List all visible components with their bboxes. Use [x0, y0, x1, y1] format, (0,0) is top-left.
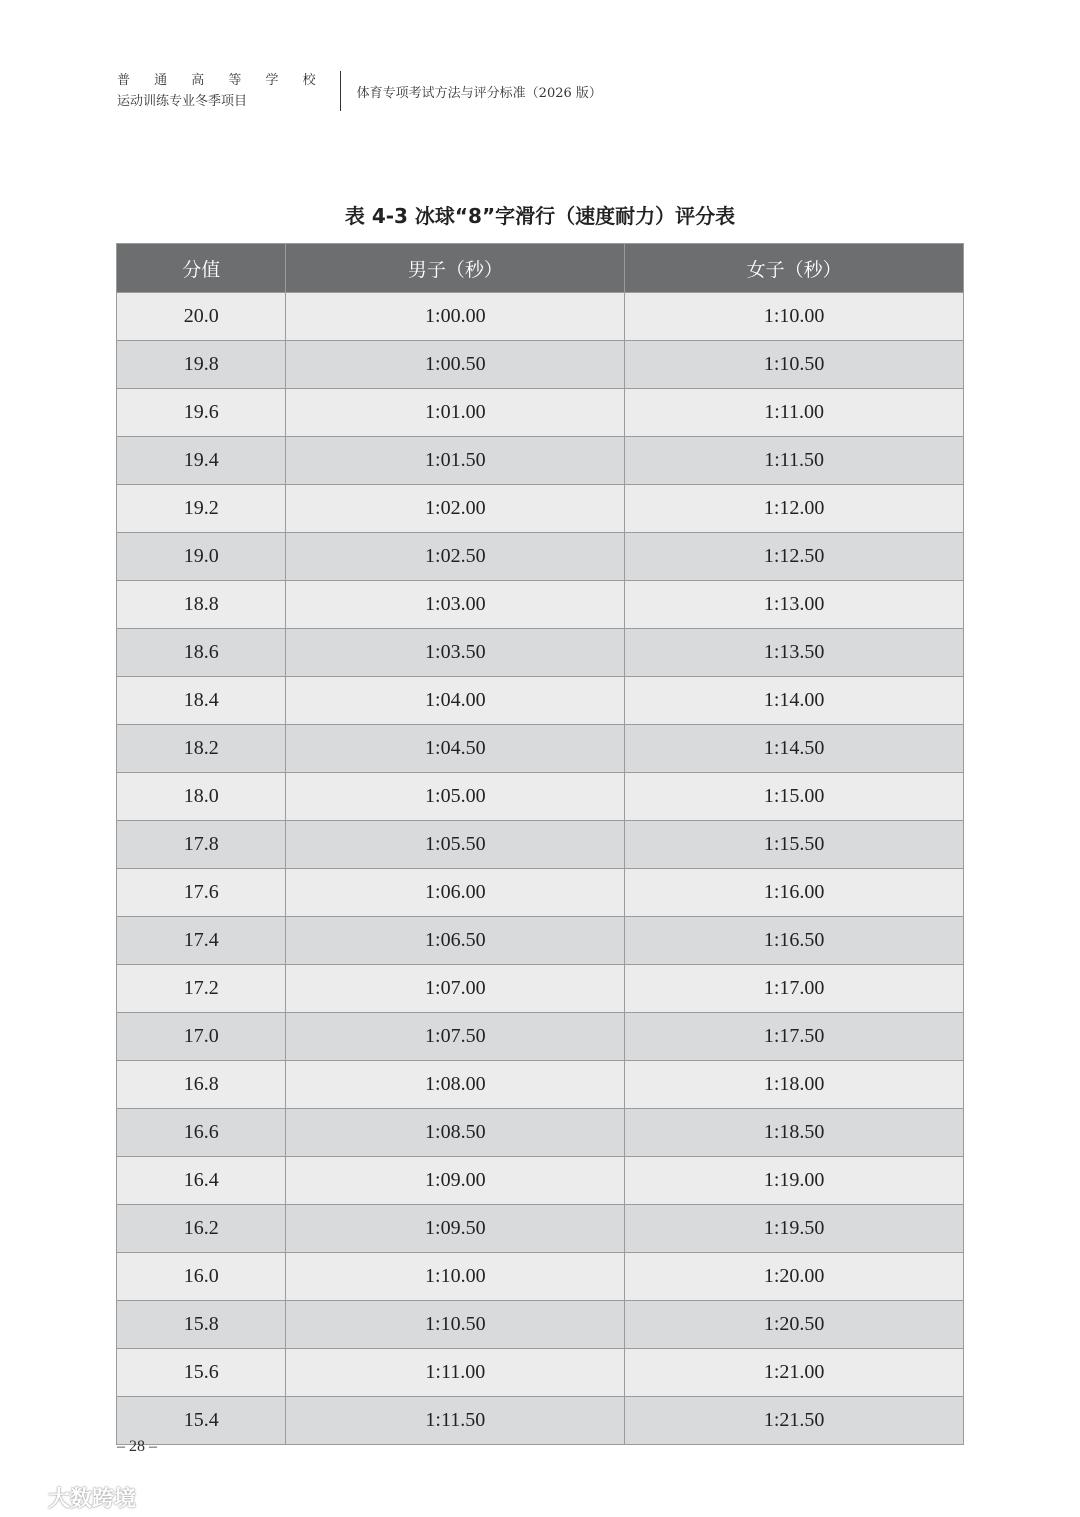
cell-score: 19.6 — [117, 389, 286, 437]
cell-women-time: 1:17.50 — [625, 1013, 964, 1061]
cell-score: 15.6 — [117, 1349, 286, 1397]
cell-score: 19.4 — [117, 437, 286, 485]
cell-score: 18.2 — [117, 725, 286, 773]
cell-women-time: 1:15.50 — [625, 821, 964, 869]
table-header-row — [117, 244, 964, 293]
table-row — [117, 773, 964, 821]
cell-men-time: 1:11.00 — [286, 1349, 625, 1397]
table-row — [117, 1205, 964, 1253]
cell-score: 16.8 — [117, 1061, 286, 1109]
cell-men-time: 1:10.50 — [286, 1301, 625, 1349]
table-row — [117, 725, 964, 773]
table-row — [117, 389, 964, 437]
table-row — [117, 1013, 964, 1061]
column-header-women: 女子（秒） — [625, 244, 964, 293]
cell-women-time: 1:12.50 — [625, 533, 964, 581]
table-row — [117, 821, 964, 869]
cell-women-time: 1:19.50 — [625, 1205, 964, 1253]
cell-score: 19.2 — [117, 485, 286, 533]
table-row — [117, 1157, 964, 1205]
cell-men-time: 1:00.50 — [286, 341, 625, 389]
cell-men-time: 1:05.50 — [286, 821, 625, 869]
cell-women-time: 1:14.00 — [625, 677, 964, 725]
cell-women-time: 1:15.00 — [625, 773, 964, 821]
cell-men-time: 1:01.50 — [286, 437, 625, 485]
table-row — [117, 581, 964, 629]
cell-women-time: 1:18.00 — [625, 1061, 964, 1109]
table-row — [117, 917, 964, 965]
cell-score: 15.8 — [117, 1301, 286, 1349]
cell-women-time: 1:16.50 — [625, 917, 964, 965]
table-row — [117, 1253, 964, 1301]
cell-women-time: 1:17.00 — [625, 965, 964, 1013]
cell-men-time: 1:03.50 — [286, 629, 625, 677]
cell-score: 19.8 — [117, 341, 286, 389]
cell-score: 17.8 — [117, 821, 286, 869]
cell-score: 16.2 — [117, 1205, 286, 1253]
table-body — [117, 293, 964, 1445]
cell-score: 16.4 — [117, 1157, 286, 1205]
cell-men-time: 1:05.00 — [286, 773, 625, 821]
chat-bubble-icon — [8, 1485, 42, 1511]
table-row — [117, 533, 964, 581]
cell-women-time: 1:10.50 — [625, 341, 964, 389]
cell-women-time: 1:11.50 — [625, 437, 964, 485]
cell-women-time: 1:11.00 — [625, 389, 964, 437]
cell-men-time: 1:07.00 — [286, 965, 625, 1013]
cell-score: 16.6 — [117, 1109, 286, 1157]
cell-men-time: 1:09.00 — [286, 1157, 625, 1205]
cell-women-time: 1:10.00 — [625, 293, 964, 341]
cell-score: 17.2 — [117, 965, 286, 1013]
header-line-2: 运动训练专业冬季项目 — [117, 94, 248, 109]
cell-women-time: 1:21.00 — [625, 1349, 964, 1397]
table-row — [117, 629, 964, 677]
cell-score: 18.6 — [117, 629, 286, 677]
cell-men-time: 1:07.50 — [286, 1013, 625, 1061]
cell-men-time: 1:00.00 — [286, 293, 625, 341]
header-line-1: 普 通 高 等 学 校 — [117, 73, 326, 88]
table-row — [117, 293, 964, 341]
cell-women-time: 1:12.00 — [625, 485, 964, 533]
running-header — [117, 70, 602, 112]
table-title: 表 4-3 冰球“8”字滑行（速度耐力）评分表 — [344, 204, 736, 228]
table-row — [117, 437, 964, 485]
table-row — [117, 1061, 964, 1109]
cell-score: 17.4 — [117, 917, 286, 965]
watermark — [8, 1482, 136, 1513]
cell-men-time: 1:03.00 — [286, 581, 625, 629]
table-row — [117, 1397, 964, 1445]
cell-women-time: 1:16.00 — [625, 869, 964, 917]
table-row — [117, 869, 964, 917]
cell-women-time: 1:20.00 — [625, 1253, 964, 1301]
cell-score: 17.6 — [117, 869, 286, 917]
cell-score: 18.0 — [117, 773, 286, 821]
cell-men-time: 1:10.00 — [286, 1253, 625, 1301]
cell-men-time: 1:09.50 — [286, 1205, 625, 1253]
cell-score: 15.4 — [117, 1397, 286, 1445]
column-header-score: 分值 — [117, 244, 286, 293]
cell-men-time: 1:04.50 — [286, 725, 625, 773]
cell-women-time: 1:14.50 — [625, 725, 964, 773]
cell-score: 20.0 — [117, 293, 286, 341]
cell-score: 17.0 — [117, 1013, 286, 1061]
cell-men-time: 1:02.50 — [286, 533, 625, 581]
cell-score: 19.0 — [117, 533, 286, 581]
cell-women-time: 1:20.50 — [625, 1301, 964, 1349]
table-row — [117, 677, 964, 725]
cell-men-time: 1:04.00 — [286, 677, 625, 725]
cell-women-time: 1:21.50 — [625, 1397, 964, 1445]
table-row — [117, 485, 964, 533]
cell-women-time: 1:18.50 — [625, 1109, 964, 1157]
cell-men-time: 1:11.50 — [286, 1397, 625, 1445]
cell-score: 18.8 — [117, 581, 286, 629]
cell-men-time: 1:08.00 — [286, 1061, 625, 1109]
cell-women-time: 1:13.00 — [625, 581, 964, 629]
cell-score: 18.4 — [117, 677, 286, 725]
watermark-text: 大数跨境 — [48, 1487, 137, 1512]
cell-men-time: 1:06.00 — [286, 869, 625, 917]
page-number: – 28 – — [117, 1438, 157, 1455]
table-row — [117, 1109, 964, 1157]
header-title: 体育专项考试方法与评分标准（2026 版） — [356, 85, 602, 101]
table-row — [117, 1301, 964, 1349]
table-row — [117, 341, 964, 389]
cell-women-time: 1:13.50 — [625, 629, 964, 677]
column-header-men: 男子（秒） — [286, 244, 625, 293]
cell-men-time: 1:01.00 — [286, 389, 625, 437]
header-divider — [340, 71, 341, 111]
cell-men-time: 1:02.00 — [286, 485, 625, 533]
table-row — [117, 965, 964, 1013]
score-table — [116, 243, 964, 1445]
header-left-block — [117, 70, 340, 112]
table-row — [117, 1349, 964, 1397]
cell-score: 16.0 — [117, 1253, 286, 1301]
cell-men-time: 1:06.50 — [286, 917, 625, 965]
cell-women-time: 1:19.00 — [625, 1157, 964, 1205]
cell-men-time: 1:08.50 — [286, 1109, 625, 1157]
